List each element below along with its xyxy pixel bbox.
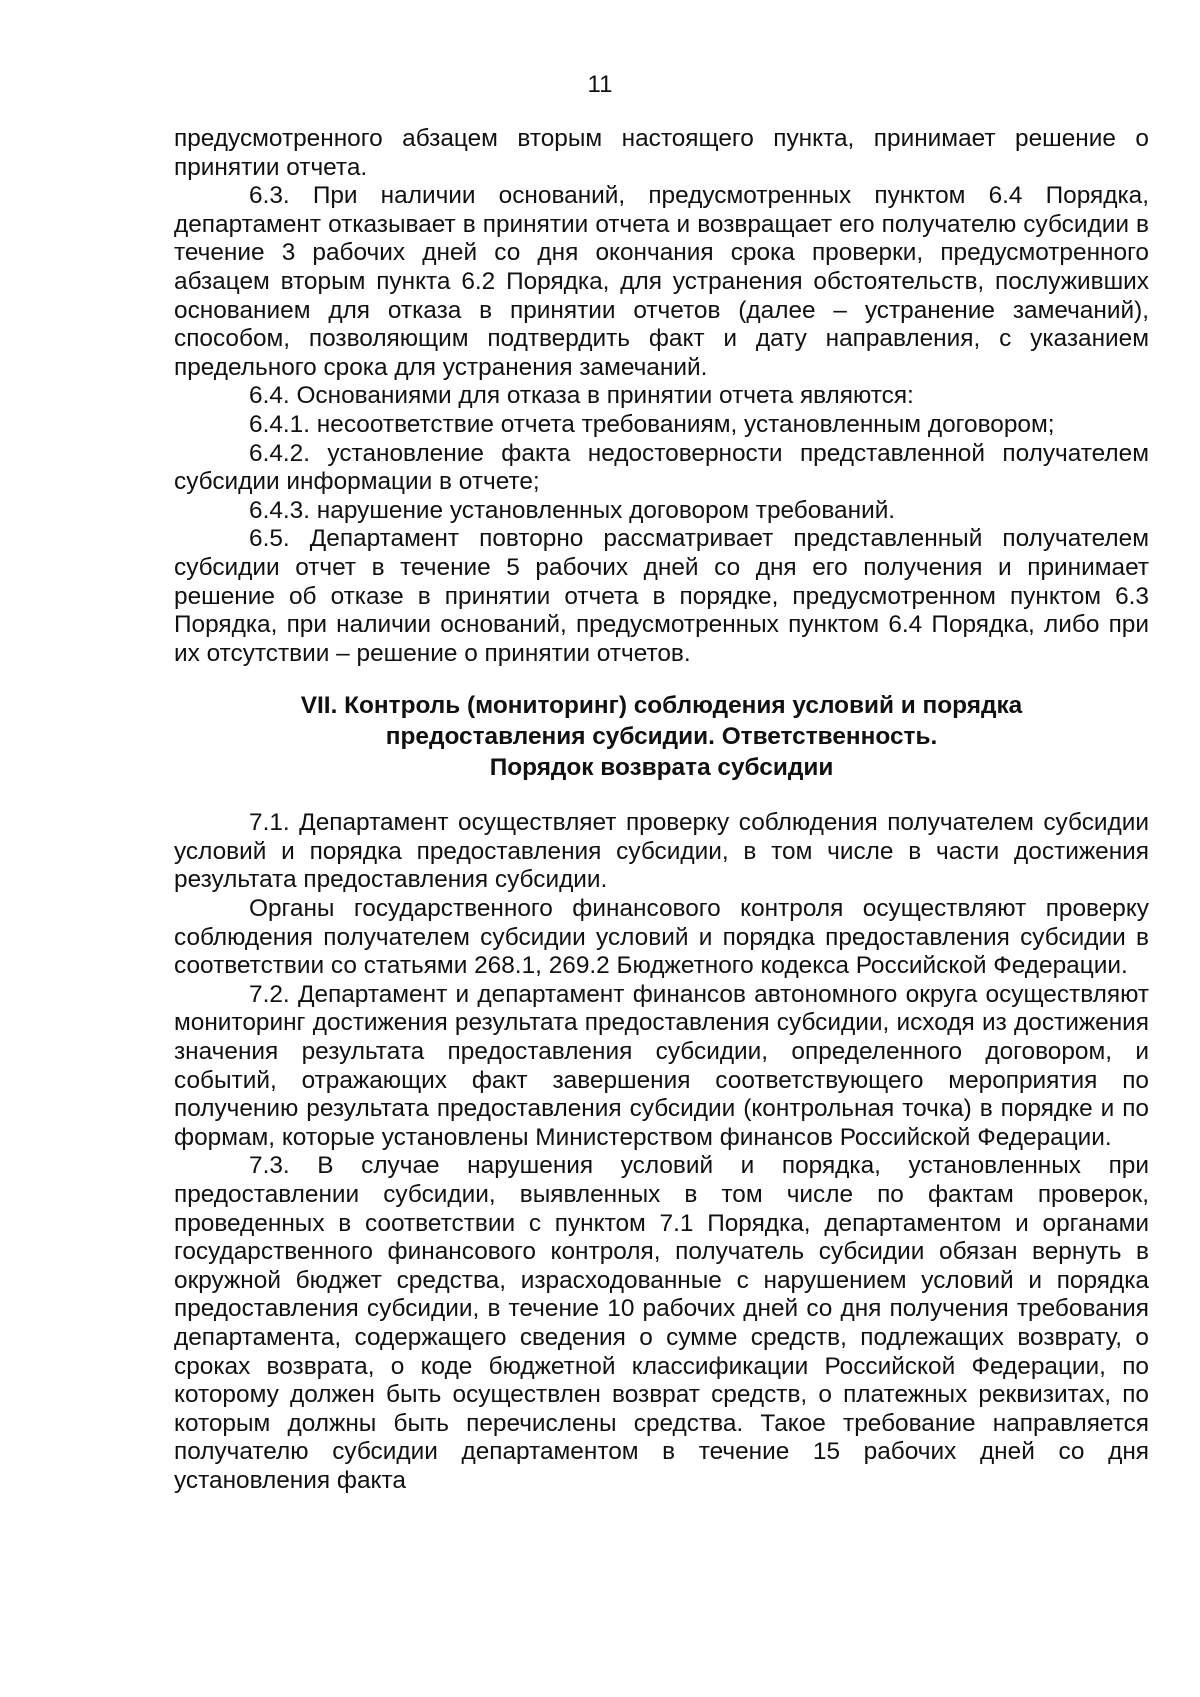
paragraph-control-bodies: Органы государственного финансового контроля осуществляют проверку соблюдения получателем субсидии условий и порядка предоставления субсидии в соответствии со статьями 268.1, 269.2 Бюджетного кодекса Российской Федерации.: [174, 895, 1149, 980]
paragraph-continuation: предусмотренного абзацем вторым настоящего пункта, принимает решение о принятии отчета.: [174, 125, 1149, 181]
section-heading-line: VII. Контроль (мониторинг) соблюдения условий и порядка: [300, 692, 1023, 720]
paragraph-6-5: 6.5. Департамент повторно рассматривает представленный получателем субсидии отчет в течение 5 рабочих дней со дня его получения и принимает решение об отказе в принятии отчета в порядке, предусмотренном пунктом 6.3 Порядка, при наличии оснований, предусмотренных пунктом 6.4 Порядка, либо при их отсутствии – решение о принятии отчетов.: [174, 525, 1149, 667]
paragraph-6-4: 6.4. Основаниями для отказа в принятии отчета являются:: [249, 382, 914, 410]
paragraph-7-2: 7.2. Департамент и департамент финансов автономного округа осуществляют мониторинг достижения результата предоставления субсидии, исходя из достижения значения результата предоставления субсидии, определенного договором, и событий, отражающих факт завершения соответствующего мероприятия по получению результата предоставления субсидии (контрольная точка) в порядке и по формам, которые установлены Министерством финансов Российской Федерации.: [174, 980, 1149, 1151]
paragraph-6-3: 6.3. При наличии оснований, предусмотренных пунктом 6.4 Порядка, департамент отказывает в принятии отчета и возвращает его получателю субсидии в течение 3 рабочих дней со дня окончания срока проверки, предусмотренного абзацем вторым пункта 6.2 Порядка, для устранения обстоятельств, послуживших основанием для отказа в принятии отчетов (далее – устранение замечаний), способом, позволяющим подтвердить факт и дату направления, с указанием предельного срока для устранения замечаний.: [174, 182, 1149, 381]
page-number: 11: [587, 71, 613, 98]
paragraph-7-3: 7.3. В случае нарушения условий и порядка, установленных при предоставлении субсидии, выявленных в том числе по фактам проверок, проведенных в соответствии с пунктом 7.1 Порядка, департаментом и органами государственного финансового контроля, получатель субсидии обязан вернуть в окружной бюджет средства, израсходованные с нарушением условий и порядка предоставления субсидии, в течение 10 рабочих дней со дня получения требования департамента, содержащего сведения о сумме средств, подлежащих возврату, о сроках возврата, о коде бюджетной классификации Российской Федерации, по которому должен быть осуществлен возврат средств, о платежных реквизитах, по которым должны быть перечислены средства. Такое требование направляется получателю субсидии департаментом в течение 15 рабочих дней со дня установления факта: [174, 1152, 1149, 1494]
paragraph-7-1: 7.1. Департамент осуществляет проверку соблюдения получателем субсидии условий и порядка предоставления субсидии, в том числе в части достижения результата предоставления субсидии.: [174, 809, 1149, 894]
section-heading: [174, 690, 1149, 783]
section-heading-line: предоставления субсидии. Ответственность.: [385, 723, 938, 751]
section-heading-line: Порядок возврата субсидии: [489, 754, 834, 782]
document-body: [174, 125, 1149, 1496]
paragraph-6-4-2: 6.4.2. установление факта недостоверности представленной получателем субсидии информации в отчете;: [174, 439, 1149, 496]
paragraph-6-4-1: 6.4.1. несоответствие отчета требованиям, установленным договором;: [249, 410, 1055, 438]
paragraph-6-4-3: 6.4.3. нарушение установленных договором требований.: [249, 496, 896, 524]
